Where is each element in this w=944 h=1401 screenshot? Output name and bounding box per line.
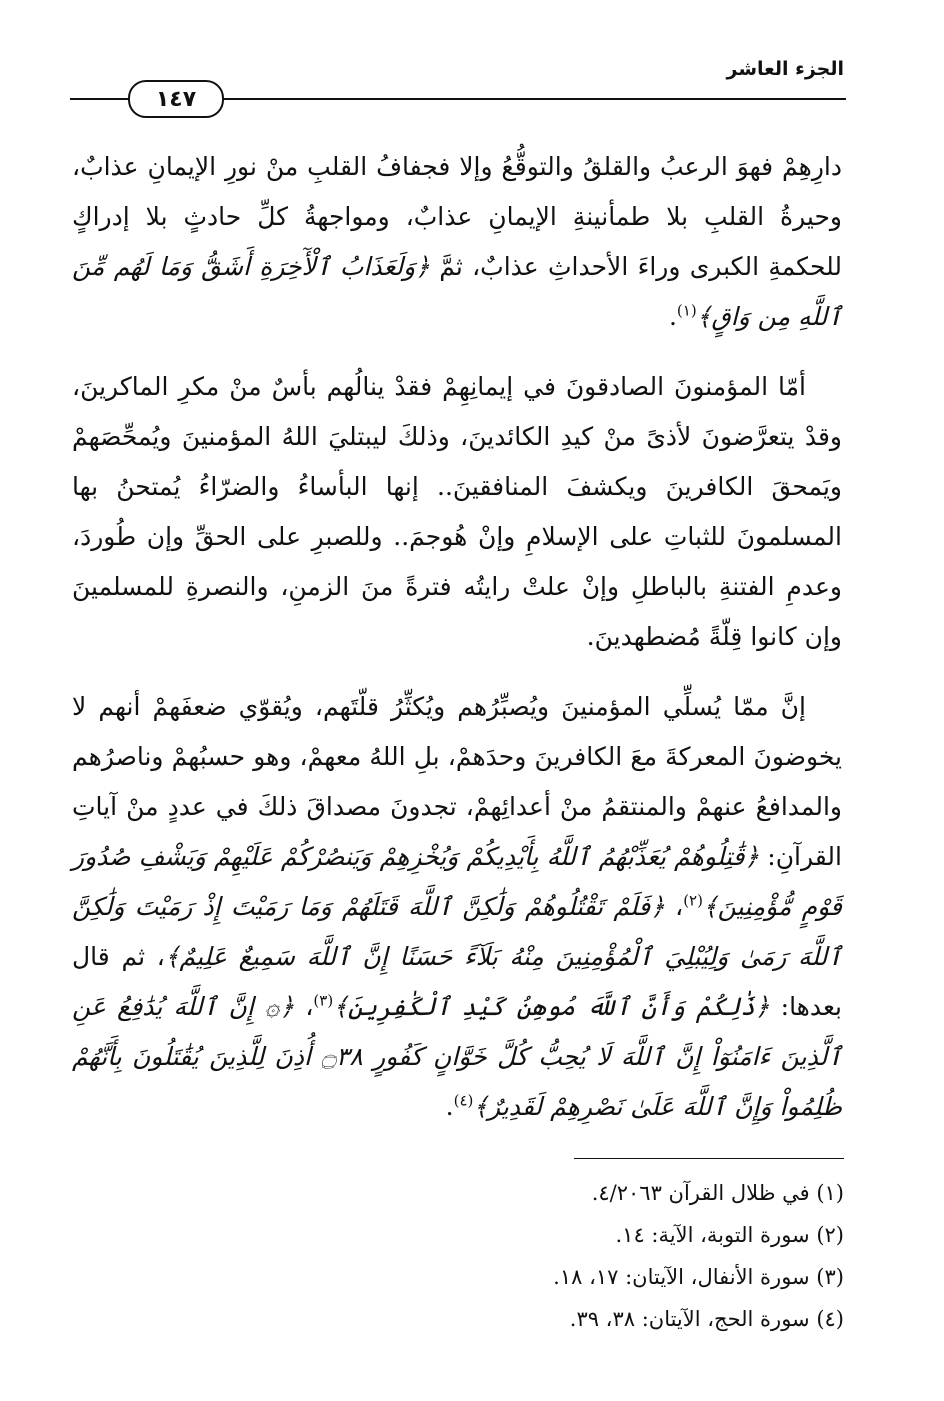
running-title: الجزء العاشر bbox=[726, 58, 844, 80]
p1-text: دارِهِمْ فهوَ الرعبُ والقلقُ والتوقُّعُ وإلا فجفافُ القلبِ منْ نورِ الإيمانِ عذابٌ، وحيرةُ القلبِ بلا طمأنينةِ الإيمانِ عذابٌ، ومواجهةُ كلِّ حادثٍ بلا إدراكٍ للحكمةِ الكبرى وراءَ الأحداثِ عذابٌ، ثمَّ bbox=[72, 152, 843, 281]
footnote-3: (٣) سورة الأنفال، الآيتان: ١٧، ١٨. bbox=[553, 1265, 844, 1289]
paragraph-2: أمّا المؤمنونَ الصادقونَ في إيمانِهِمْ فقدْ ينالُهم بأسٌ منْ مكرِ الماكرينَ، وقدْ يتعرَّضونَ لأذىً منْ كيدِ الكائدينَ، وذلكَ ليبتليَ اللهُ المؤمنينَ ويُمحِّصَهمْ ويَمحقَ الكافرينَ ويكشفَ المنافقينَ.. إنها البأساءُ والضرّاءُ يُمتحنُ بها المسلمونَ للثباتِ على الإسلامِ وإنْ هُوجمَ.. وللصبرِ على الحقِّ وإن طُوردَ، وعدمِ الفتنةِ بالباطلِ وإنْ علتْ رايتُه فترةً منَ الزمنِ، والنصرةِ للمسلمينَ وإن كانوا قِلّةً مُضطهدينَ. bbox=[72, 372, 842, 651]
p3-mid: ، ثم قال بعدها: bbox=[72, 942, 843, 1021]
quran-verse: ﴿وَلَعَذَابُ ٱلْأٓخِرَةِ أَشَقُّ وَمَا لَهُم مِّنَ ٱللَّهِ مِن وَاقٍ﴾ bbox=[72, 252, 842, 331]
footnote-ref-1: (١) bbox=[676, 301, 697, 320]
footnote-ref-2: (٢) bbox=[683, 891, 703, 910]
footnote-rule bbox=[574, 1158, 844, 1159]
paragraph-1 bbox=[72, 142, 842, 342]
quran-verse: ﴿قَٰتِلُوهُمْ يُعَذِّبْهُمُ ٱللَّهُ بِأَيْدِيكُمْ وَيُخْزِهِمْ وَيَنصُرْكُمْ عَلَيْهِمْ وَيَشْفِ صُدُورَ قَوْمٍ مُّؤْمِنِينَ﴾ bbox=[72, 842, 842, 921]
paragraph-3 bbox=[72, 682, 842, 1132]
page-number: ١٤٧ bbox=[128, 80, 224, 118]
body-text bbox=[72, 142, 842, 1152]
p1-end: . bbox=[668, 302, 677, 331]
separator: ، bbox=[305, 992, 314, 1021]
footnotes bbox=[144, 1172, 844, 1340]
p3-text: إنَّ ممّا يُسلِّي المؤمنينَ ويُصبِّرُهم ويُكثِّرُ قلّتَهم، ويُقوّي ضعفَهمْ أنهم لا يخوضونَ المعركةَ معَ الكافرينَ وحدَهمْ، بلِ اللهُ معهمْ، وهو حسبُهمْ وناصرُهم والمدافعُ عنهمْ والمنتقمُ منْ أعدائِهمْ، تجدونَ مصداقَ ذلكَ في عددٍ منْ آياتِ القرآنِ: bbox=[72, 692, 842, 871]
footnote-4: (٤) سورة الحج، الآيتان: ٣٨، ٣٩. bbox=[569, 1307, 844, 1331]
footnote-ref-3: (٣) bbox=[313, 991, 334, 1010]
separator: ، bbox=[675, 892, 684, 921]
quran-verse: ﴿ذَٰلِكُمْ وَأَنَّ ٱللَّهَ مُوهِنُ كَيْدِ ٱلْكَٰفِرِينَ﴾ bbox=[333, 992, 770, 1021]
footnote-2: (٢) سورة التوبة، الآية: ١٤. bbox=[615, 1223, 844, 1247]
quran-verse: ﴿۞ إِنَّ ٱللَّهَ يُدَٰفِعُ عَنِ ٱلَّذِينَ ءَامَنُوٓاْ إِنَّ ٱللَّهَ لَا يُحِبُّ كُلَّ خَوَّانٍ كَفُورٍ ۝٣٨ أُذِنَ لِلَّذِينَ يُقَٰتَلُونَ بِأَنَّهُمْ ظُلِمُواْ وَإِنَّ ٱللَّهَ عَلَىٰ نَصْرِهِمْ لَقَدِيرٌ﴾ bbox=[72, 992, 843, 1121]
footnote-1: (١) في ظلال القرآن ٤/٢٠٦٣. bbox=[591, 1181, 844, 1205]
footnote-ref-4: (٤) bbox=[453, 1091, 474, 1110]
p3-end: . bbox=[445, 1092, 454, 1121]
quran-verse: ﴿فَلَمْ تَقْتُلُوهُمْ وَلَٰكِنَّ ٱللَّهَ قَتَلَهُمْ وَمَا رَمَيْتَ إِذْ رَمَيْتَ وَلَٰكِنَّ ٱللَّهَ رَمَىٰ وَلِيُبْلِيَ ٱلْمُؤْمِنِينَ مِنْهُ بَلَآءً حَسَنًا إِنَّ ٱللَّهَ سَمِيعٌ عَلِيمٌ﴾ bbox=[72, 892, 842, 971]
